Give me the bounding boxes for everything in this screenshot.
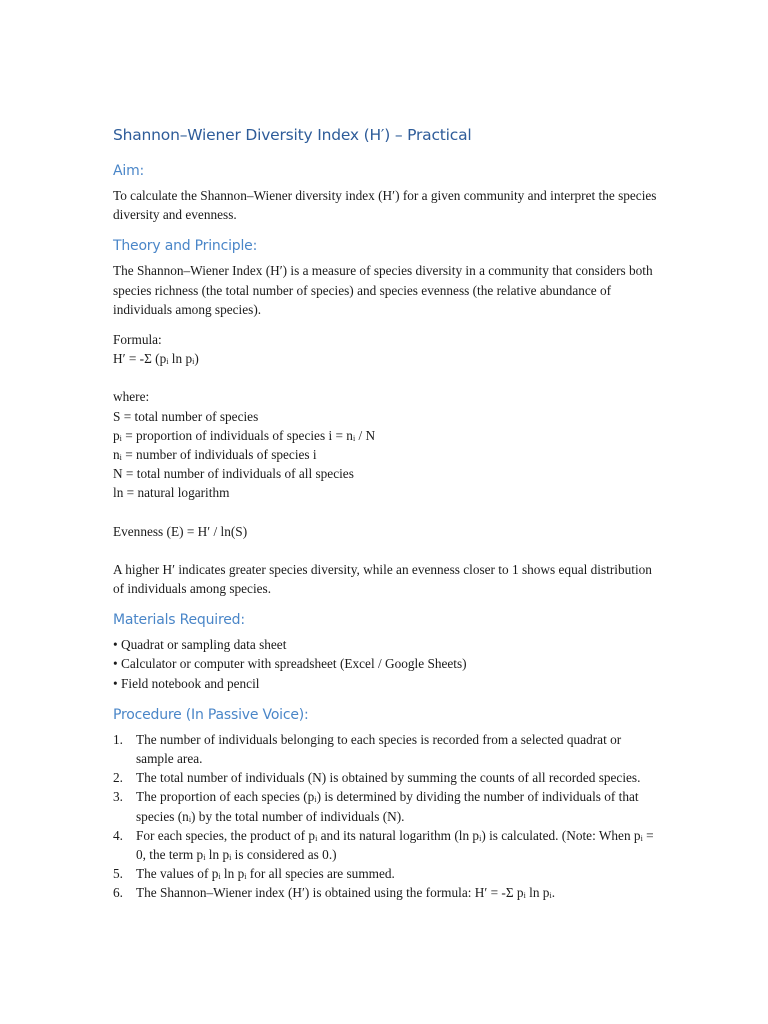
procedure-step: [113, 730, 658, 768]
formula-label: Formula:: [113, 332, 162, 348]
procedure-list: [113, 730, 658, 903]
step-text: The proportion of each species $(p_i)$ is determined by dividing the number of individuals of that species $(n_i)$ by the total number of individuals (N).: [136, 789, 639, 824]
procedure-step: [113, 768, 658, 787]
where-label: where:: [113, 389, 150, 405]
interpretation-text: A higher H′ indicates greater species diversity, while an evenness closer to 1 shows equal distribution of individuals among species.: [113, 561, 652, 597]
document-title: Shannon–Wiener Diversity Index (H′) – Practical: [113, 126, 472, 144]
procedure-heading: Procedure (In Passive Voice):: [113, 706, 309, 723]
procedure-step: [113, 864, 658, 883]
theory-intro: The Shannon–Wiener Index (H′) is a measure of species diversity in a community that considers both species richness (the total number of species) and species evenness (the relative abundance of individuals among species).: [113, 263, 653, 317]
definition-s: S = total number of species: [113, 408, 259, 424]
materials-list: [113, 635, 658, 693]
definition-n: $n_i$ = number of individuals of species i: [113, 447, 317, 463]
procedure-step: [113, 883, 658, 902]
step-number: 3.: [113, 789, 123, 805]
aim-heading: Aim:: [113, 163, 145, 179]
evenness-formula: Evenness (E) = H′ / ln(S): [113, 523, 248, 539]
document-page: [113, 124, 658, 915]
materials-heading: Materials Required:: [113, 612, 245, 629]
definition-p: $p_i$ = proportion of individuals of species $i = n_i / N$: [113, 427, 376, 443]
step-text: For each species, the product of $p_i$ and its natural logarithm (ln $p_i$) is calculated. (Note: When $p_i = 0$, the term $p_i$ $\ln p_i$ is considered as 0.): [136, 827, 654, 863]
step-number: 6.: [113, 885, 123, 901]
definition-total-n: N = total number of individuals of all species: [113, 466, 354, 482]
step-number: 1.: [113, 731, 123, 747]
materials-item: • Calculator or computer with spreadsheet (Excel / Google Sheets): [113, 654, 658, 673]
formula: H′ = -Σ ($p_i$ $\ln p_i$): [113, 351, 199, 367]
materials-section: [113, 610, 658, 693]
step-number: 4.: [113, 827, 123, 843]
step-number: 5.: [113, 866, 123, 882]
theory-section: [113, 236, 658, 598]
procedure-section: [113, 705, 658, 903]
step-text: The number of individuals belonging to each species is recorded from a selected quadrat or sample area.: [136, 731, 622, 767]
aim-text: To calculate the Shannon–Wiener diversity index (H′) for a given community and interpret the species diversity and evenness.: [113, 188, 657, 223]
aim-section: [113, 161, 658, 224]
procedure-step: [113, 826, 658, 864]
materials-item: • Field notebook and pencil: [113, 674, 658, 693]
materials-item: • Quadrat or sampling data sheet: [113, 635, 658, 654]
step-text: The values of $p_i$ $\ln p_i$ for all species are summed.: [136, 866, 395, 882]
definition-ln: ln = natural logarithm: [113, 485, 230, 501]
step-number: 2.: [113, 770, 123, 786]
theory-heading: Theory and Principle:: [113, 238, 258, 255]
step-text: The total number of individuals (N) is obtained by summing the counts of all recorded species.: [136, 770, 641, 786]
procedure-step: [113, 787, 658, 825]
step-text: The Shannon–Wiener index (H′) is obtained using the formula: H′ = -Σ $p_i$ $\ln p_i$.: [136, 885, 556, 901]
